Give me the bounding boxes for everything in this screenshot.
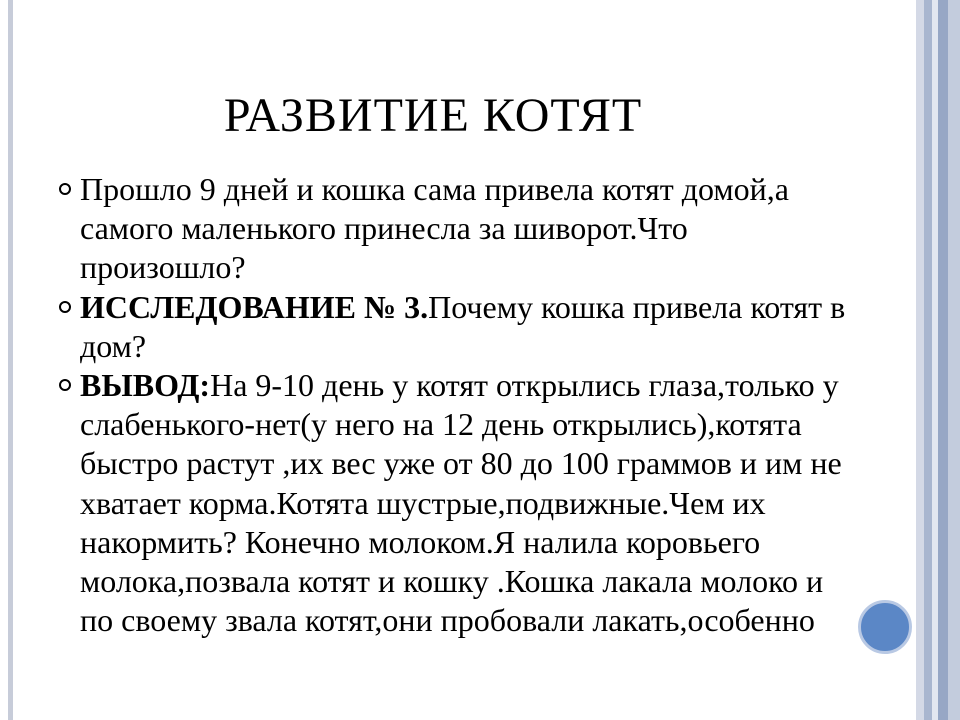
ring-bullet-icon (59, 301, 71, 313)
bullet-bold-lead: ВЫВОД: (80, 367, 211, 404)
bullet-item (58, 366, 848, 640)
slide-title: РАЗВИТИЕ КОТЯТ (223, 89, 643, 142)
blue-circle-icon (858, 600, 912, 654)
frame-stripe (924, 0, 932, 720)
frame-stripe (948, 0, 960, 720)
bullet-bold-lead: ИССЛЕДОВАНИЕ № 3. (80, 288, 429, 325)
bullet-list (58, 170, 848, 640)
ring-bullet-icon (59, 183, 71, 195)
bullet-item (58, 288, 848, 366)
bullet-item (58, 170, 848, 288)
bullet-text: На 9-10 день у котят открылись глаза,только у слабенького-нет(у него на 12 день открылись),котята быстро растут ,их вес уже от 80 до 100 граммов и им не хватает корма.Котята шустрые,подвижные.Чем их накормить? Конечно молоком.Я налила коровьего молока,позвала котят и кошку .Кошка лакала молоко и по своему звала котят,они пробовали лакать,особенно (80, 367, 842, 639)
ring-bullet-icon (59, 379, 71, 391)
bullet-text: Почему кошка привела котят в дом? (80, 288, 846, 364)
frame-stripe (938, 0, 948, 720)
frame-stripe (916, 0, 924, 720)
bullet-text: Прошло 9 дней и кошка сама привела котят домой,а самого маленького принесла за шиворот.Что произошло? (80, 171, 789, 286)
right-frame-stripes (916, 0, 960, 720)
